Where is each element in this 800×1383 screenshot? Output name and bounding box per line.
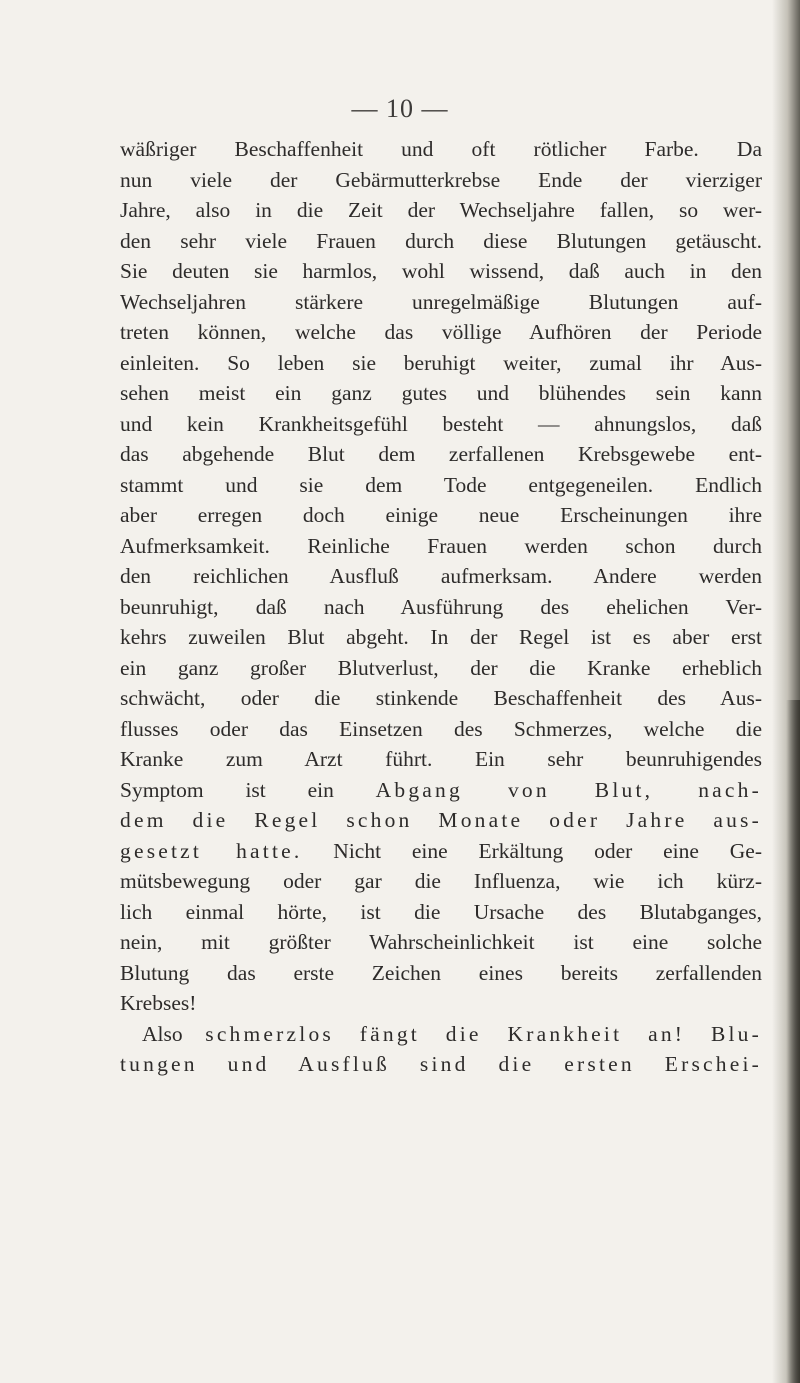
text-line: mütsbewegung oder gar die Influenza, wie ich kürz-	[120, 869, 762, 893]
text-line: treten können, welche das völlige Aufhören der Periode	[120, 320, 762, 344]
text-line	[120, 1019, 762, 1050]
text-line: kehrs zuweilen Blut abgeht. In der Regel ist es aber erst	[120, 625, 762, 649]
text-span: Symptom ist ein	[120, 777, 376, 802]
emphasis-spaced: tungen und Ausfluß sind die ersten Erschei-	[120, 1052, 762, 1076]
body-text	[120, 134, 762, 1080]
text-line: und kein Krankheitsgefühl besteht — ahnungslos, daß	[120, 411, 762, 436]
page-edge-shadow-bottom	[786, 700, 800, 1383]
text-line: sehen meist ein ganz gutes und blühendes sein kann	[120, 381, 762, 405]
text-line	[120, 1049, 762, 1080]
text-line: Aufmerksamkeit. Reinliche Frauen werden schon durch	[120, 533, 762, 558]
text-line: wäßriger Beschaffenheit und oft rötlicher Farbe. Da	[120, 137, 762, 161]
text-line: Sie deuten sie harmlos, wohl wissend, daß auch in den	[120, 259, 762, 283]
text-line: schwächt, oder die stinkende Beschaffenheit des Aus-	[120, 686, 762, 710]
text-line: nein, mit größter Wahrscheinlichkeit ist eine solche	[120, 930, 762, 954]
text-line	[120, 836, 762, 867]
text-span: Nicht eine Erkältung oder eine Ge-	[302, 838, 762, 863]
emphasis-spaced: dem die Regel schon Monate oder Jahre aus-	[120, 808, 762, 832]
text-span: Also	[142, 1021, 206, 1046]
text-line: aber erregen doch einige neue Erscheinungen ihre	[120, 503, 762, 527]
text-line: Krebses!	[120, 991, 197, 1015]
text-line: ein ganz großer Blutverlust, der die Kranke erheblich	[120, 655, 762, 680]
text-line: Wechseljahren stärkere unregelmäßige Blutungen auf-	[120, 289, 762, 314]
emphasis-spaced: schmerzlos fängt die Krankheit an! Blu-	[205, 1021, 762, 1046]
text-line: nun viele der Gebärmutterkrebse Ende der vierziger	[120, 167, 762, 192]
text-line	[120, 775, 762, 806]
text-line: Blutung das erste Zeichen eines bereits zerfallenden	[120, 960, 762, 985]
text-line: beunruhigt, daß nach Ausführung des ehelichen Ver-	[120, 594, 762, 619]
text-line: den sehr viele Frauen durch diese Blutungen getäuscht.	[120, 228, 762, 253]
text-line: Jahre, also in die Zeit der Wechseljahre fallen, so wer-	[120, 198, 762, 222]
text-line: flusses oder das Einsetzen des Schmerzes, welche die	[120, 716, 762, 741]
text-line: das abgehende Blut dem zerfallenen Krebsgewebe ent-	[120, 442, 762, 466]
text-line	[120, 805, 762, 836]
text-line: den reichlichen Ausfluß aufmerksam. Andere werden	[120, 564, 762, 588]
text-line: stammt und sie dem Tode entgegeneilen. Endlich	[120, 472, 762, 497]
text-line: einleiten. So leben sie beruhigt weiter, zumal ihr Aus-	[120, 350, 762, 375]
text-line: lich einmal hörte, ist die Ursache des Blutabganges,	[120, 899, 762, 924]
page-number: — 10 —	[351, 94, 449, 123]
text-line: Kranke zum Arzt führt. Ein sehr beunruhigendes	[120, 747, 762, 771]
emphasis-spaced: Abgang von Blut, nach-	[375, 777, 762, 802]
emphasis-spaced: gesetzt hatte.	[120, 838, 303, 863]
